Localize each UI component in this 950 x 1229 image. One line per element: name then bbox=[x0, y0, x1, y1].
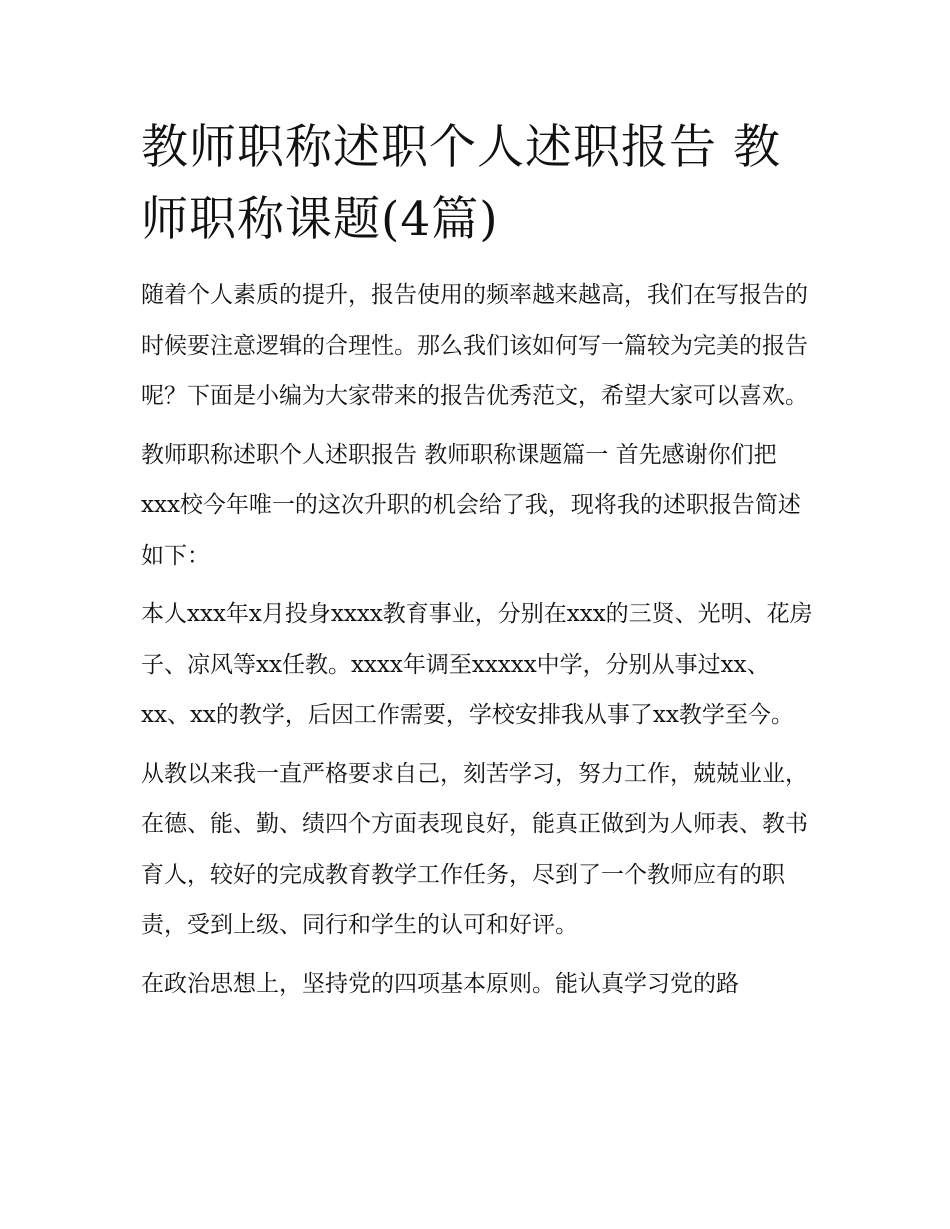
paragraph-intro: 随着个人素质的提升，报告使用的频率越来越高，我们在写报告的时候要注意逻辑的合理性。那么我们该如何写一篇较为完美的报告呢？下面是小编为大家带来的报告优秀范文，希望大家可以喜欢。 bbox=[141, 282, 808, 409]
document-title: 教师职称述职个人述职报告 教师职称课题(4篇) bbox=[141, 120, 781, 247]
paragraph-section-one-opening: 教师职称述职个人述职报告 教师职称课题篇一 首先感谢你们把xxx校今年唯一的这次升职的机会给了我，现将我的述职报告简述如下： bbox=[141, 441, 801, 569]
paragraph-work-history: 本人xxx年x月投身xxxx教育事业，分别在xxx的三贤、光明、花房子、凉风等xx任教。xxxx年调至xxxxx中学，分别从事过xx、xx、xx的教学，后因工作需要，学校安排我从事了xx教学至今。 bbox=[141, 601, 813, 728]
paragraph-political-thought: 在政治思想上，坚持党的四项基本原则。能认真学习党的路 bbox=[141, 970, 739, 997]
document-content bbox=[141, 112, 813, 1017]
paragraph-work-attitude: 从教以来我一直严格要求自己，刻苦学习，努力工作，兢兢业业，在德、能、勤、绩四个方面表现良好，能真正做到为人师表、教书育人，较好的完成教育教学工作任务，尽到了一个教师应有的职责，受到上级、同行和学生的认可和好评。 bbox=[141, 760, 808, 938]
